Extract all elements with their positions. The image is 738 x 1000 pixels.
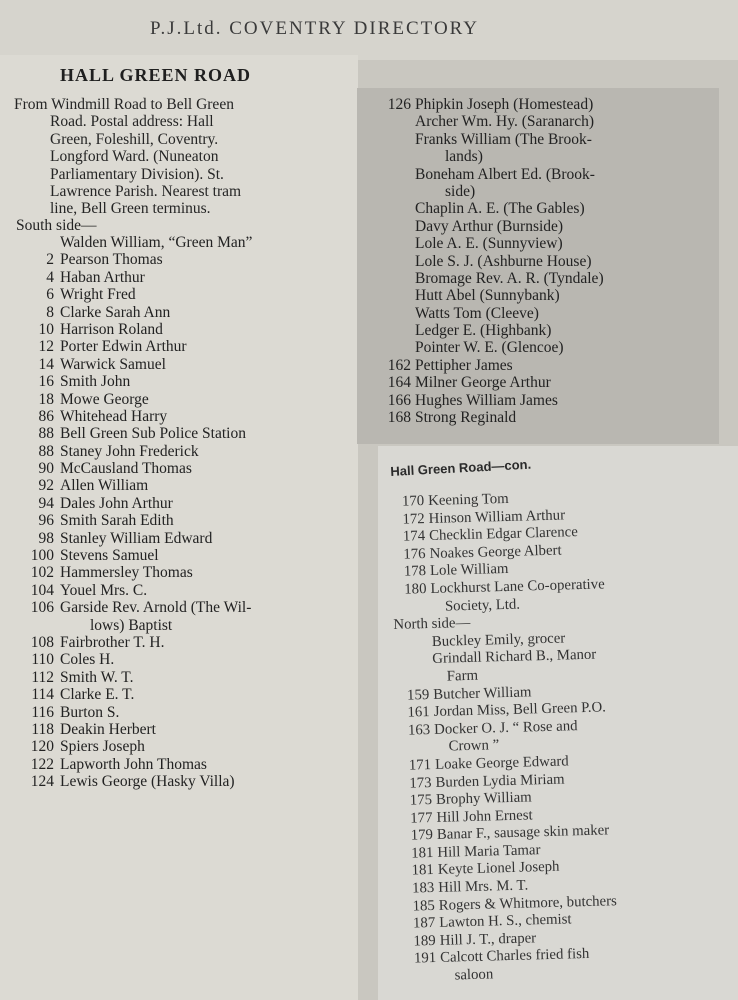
directory-entry — [10, 373, 350, 390]
house-number: 110 — [31, 651, 54, 669]
directory-entry — [10, 564, 350, 581]
intro-line: Longford Ward. (Nuneaton — [50, 148, 219, 166]
directory-entry — [10, 495, 350, 512]
resident-name: Clarke E. T. — [60, 686, 135, 704]
directory-entry — [10, 599, 350, 616]
resident-name: Lewis George (Hasky Villa) — [60, 773, 235, 791]
house-number: 88 — [38, 425, 54, 443]
directory-entry — [375, 374, 715, 391]
house-number: 181 — [411, 844, 434, 862]
resident-name: Lapworth John Thomas — [60, 755, 207, 773]
resident-name: Stanley William Edward — [60, 529, 213, 547]
house-number: 191 — [413, 950, 437, 967]
house-number — [395, 669, 429, 670]
house-number: 178 — [403, 563, 427, 581]
house-number: 114 — [31, 686, 54, 704]
house-number: 124 — [30, 773, 54, 791]
resident-name: Butcher William — [433, 683, 532, 703]
house-number — [393, 599, 427, 600]
directory-entry — [10, 304, 350, 321]
directory-entry — [375, 339, 715, 356]
house-number — [394, 651, 428, 652]
house-number: 183 — [411, 880, 435, 897]
resident-name: Milner George Arthur — [415, 374, 551, 392]
directory-entry — [10, 686, 350, 703]
directory-entry — [10, 251, 350, 268]
house-number: 122 — [30, 755, 54, 773]
house-number: 189 — [413, 932, 436, 950]
directory-entry — [10, 356, 350, 373]
directory-entry — [375, 253, 715, 270]
resident-name: Warwick Samuel — [60, 355, 166, 373]
resident-name: Allen William — [60, 477, 149, 495]
resident-name: Staney John Frederick — [60, 442, 199, 460]
resident-name: Checklin Edgar Clarence — [428, 524, 579, 545]
resident-name: Phipkin Joseph (Homestead) — [415, 96, 594, 113]
resident-name: Archer Wm. Hy. (Saranarch) — [415, 113, 595, 131]
resident-name: Strong Reginald — [415, 409, 517, 427]
resident-name: Youel Mrs. C. — [60, 581, 148, 599]
resident-name: Harrison Roland — [60, 320, 163, 338]
resident-name: Franks William (The Brook- — [415, 130, 592, 148]
directory-entry — [375, 183, 715, 200]
resident-name: Smith W. T. — [60, 668, 134, 686]
directory-entry — [10, 460, 350, 477]
directory-entry — [10, 547, 350, 564]
house-number: 173 — [409, 774, 432, 792]
directory-entry — [375, 235, 715, 252]
resident-name: Lole A. E. (Sunnyview) — [415, 235, 563, 253]
resident-name: Bell Green Sub Police Station — [60, 425, 246, 443]
house-number: 10 — [38, 320, 54, 338]
house-number: 106 — [30, 599, 54, 617]
continued-heading: Hall Green Road—con. — [390, 456, 532, 479]
directory-entry — [10, 338, 350, 355]
resident-name: Keyte Lionel Joseph — [437, 859, 560, 879]
resident-name: Dales John Arthur — [60, 494, 173, 512]
directory-entry — [375, 322, 715, 339]
intro-line: line, Bell Green terminus. — [50, 200, 211, 218]
directory-entry — [375, 287, 715, 304]
directory-entry — [375, 270, 715, 287]
house-number: 94 — [38, 494, 54, 512]
resident-name: Walden William, “Green Man” — [60, 234, 253, 251]
resident-name: Hill Mrs. M. T. — [438, 877, 529, 896]
street-heading: HALL GREEN ROAD — [60, 65, 252, 85]
right-top-entry-list — [375, 96, 715, 426]
house-number: 170 — [401, 493, 425, 510]
house-number: 86 — [38, 407, 54, 425]
house-number: 176 — [403, 545, 426, 563]
resident-name: Hinson William Arthur — [428, 507, 566, 527]
resident-name: Boneham Albert Ed. (Brook- — [415, 165, 595, 183]
directory-entry — [10, 669, 350, 686]
resident-name: Smith John — [60, 373, 131, 391]
house-number: 18 — [38, 390, 54, 408]
resident-name: Grindall Richard B., Manor — [432, 647, 597, 668]
resident-name: Crown ” — [448, 737, 500, 755]
left-entry-list — [10, 234, 350, 791]
resident-name: Stevens Samuel — [60, 547, 159, 565]
resident-name: Jordan Miss, Bell Green P.O. — [433, 699, 607, 721]
resident-name: Banar F., sausage skin maker — [436, 822, 610, 844]
directory-entry — [375, 357, 715, 374]
house-number: 181 — [411, 862, 435, 880]
resident-name: Pointer W. E. (Glencoe) — [415, 339, 564, 357]
house-number: 161 — [407, 704, 430, 721]
resident-name: Smith Sarah Edith — [60, 512, 174, 530]
resident-name: saloon — [454, 966, 494, 984]
directory-entry — [10, 321, 350, 338]
resident-name: Calcott Charles fried fish — [439, 946, 590, 967]
directory-entry — [10, 477, 350, 494]
resident-name: Society, Ltd. — [444, 596, 521, 615]
intro-line: Lawrence Parish. Nearest tram — [50, 183, 242, 201]
house-number: 14 — [38, 355, 54, 373]
directory-entry — [375, 131, 715, 148]
resident-name: Fairbrother T. H. — [60, 633, 165, 651]
directory-entry — [10, 773, 350, 790]
resident-name: Rogers & Whitmore, butchers — [438, 892, 618, 914]
resident-name: Farm — [446, 667, 479, 685]
resident-name: Wright Fred — [60, 286, 136, 304]
house-number: 187 — [412, 915, 436, 932]
resident-name: Davy Arthur (Burnside) — [415, 217, 564, 235]
directory-entry — [10, 756, 350, 773]
house-number: 168 — [387, 409, 411, 427]
house-number: 175 — [409, 792, 433, 809]
resident-name: Lockhurst Lane Co-operative — [430, 576, 605, 597]
resident-name: Hutt Abel (Sunnybank) — [415, 287, 560, 305]
directory-entry — [10, 582, 350, 599]
house-number: 92 — [38, 477, 54, 495]
resident-name: Pearson Thomas — [60, 251, 163, 269]
house-number: 159 — [406, 686, 430, 704]
directory-entry — [375, 200, 715, 217]
directory-entry — [10, 286, 350, 303]
resident-name: Clarke Sarah Ann — [60, 303, 171, 321]
right-bottom-entry-list — [390, 486, 713, 987]
resident-name: Deakin Herbert — [60, 720, 156, 738]
resident-name: Docker O. J. “ Rose and — [433, 717, 578, 738]
resident-name: Hammersley Thomas — [60, 564, 193, 582]
page-header — [0, 0, 738, 60]
house-number: 16 — [38, 373, 54, 391]
house-number: 100 — [30, 547, 54, 565]
directory-entry — [10, 704, 350, 721]
resident-name: Buckley Emily, grocer — [431, 630, 566, 650]
resident-name: lands) — [445, 148, 483, 166]
resident-name: Hill John Ernest — [436, 807, 533, 826]
resident-name: side) — [445, 182, 476, 200]
directory-entry — [375, 113, 715, 130]
house-number: 112 — [31, 668, 54, 686]
resident-name: Bromage Rev. A. R. (Tyndale) — [415, 269, 604, 287]
resident-name: Ledger E. (Highbank) — [415, 322, 552, 340]
right-bottom-wrap — [390, 486, 713, 987]
directory-entry — [10, 651, 350, 668]
resident-name: Hill J. T., draper — [439, 930, 537, 949]
house-number: 108 — [30, 633, 54, 651]
house-number: 4 — [46, 268, 54, 286]
house-number: 174 — [402, 528, 426, 545]
directory-entry — [375, 96, 715, 113]
directory-entry — [10, 408, 350, 425]
directory-entry — [10, 617, 350, 634]
house-number: 185 — [412, 897, 435, 915]
house-number: 162 — [387, 356, 411, 374]
house-number — [394, 634, 428, 635]
resident-name: Haban Arthur — [60, 268, 145, 286]
resident-name: Lole S. J. (Ashburne House) — [415, 252, 592, 270]
house-number: 90 — [38, 460, 54, 478]
resident-name: Burton S. — [60, 703, 120, 721]
resident-name: Noakes George Albert — [429, 542, 562, 562]
directory-entry — [10, 721, 350, 738]
resident-name: Loake George Edward — [434, 753, 569, 773]
house-number: 102 — [30, 564, 54, 582]
directory-entry — [375, 305, 715, 322]
resident-name: lows) Baptist — [90, 616, 173, 634]
intro-line: Parliamentary Division). St. — [50, 165, 224, 183]
house-number: 126 — [387, 96, 411, 113]
resident-name: Mowe George — [60, 390, 149, 408]
house-number: 6 — [46, 286, 54, 304]
house-number — [402, 968, 436, 969]
house-number: 12 — [38, 338, 54, 356]
house-number: 179 — [410, 827, 434, 844]
directory-entry — [375, 392, 715, 409]
resident-name: Garside Rev. Arnold (The Wil- — [60, 599, 252, 617]
directory-entry — [10, 391, 350, 408]
house-number: 118 — [31, 720, 54, 738]
house-number: 164 — [387, 374, 411, 392]
south-side-label: South side— — [16, 217, 97, 234]
resident-name: Pettipher James — [415, 356, 513, 374]
house-number — [396, 739, 430, 740]
house-number: 166 — [387, 391, 411, 409]
house-number: 88 — [38, 442, 54, 460]
resident-name: Chaplin A. E. (The Gables) — [415, 200, 585, 218]
resident-name: Whitehead Harry — [60, 407, 168, 425]
house-number: 104 — [30, 581, 54, 599]
house-number: 171 — [408, 756, 432, 774]
resident-name: Keening Tom — [427, 490, 509, 509]
house-number: 180 — [404, 581, 427, 598]
running-head: P.J.Ltd. COVENTRY DIRECTORY — [150, 18, 480, 39]
resident-name: Burden Lydia Miriam — [435, 771, 565, 791]
resident-name: Brophy William — [435, 789, 532, 808]
house-number: 96 — [38, 512, 54, 530]
directory-entry — [10, 443, 350, 460]
resident-name: Spiers Joseph — [60, 738, 145, 756]
resident-name: Hill Maria Tamar — [437, 842, 541, 861]
directory-entry — [10, 269, 350, 286]
resident-name: Porter Edwin Arthur — [60, 338, 187, 356]
directory-entry — [375, 166, 715, 183]
street-description — [14, 96, 330, 218]
house-number: 8 — [46, 303, 54, 321]
house-number: 116 — [31, 703, 54, 721]
intro-line: From Windmill Road to Bell Green — [14, 96, 234, 113]
directory-entry — [10, 530, 350, 547]
resident-name: Hughes William James — [415, 391, 558, 409]
house-number: 120 — [30, 738, 54, 756]
resident-name: Coles H. — [60, 651, 115, 669]
directory-entry — [10, 738, 350, 755]
house-number: 172 — [402, 510, 425, 528]
directory-entry — [375, 409, 715, 426]
directory-entry — [375, 218, 715, 235]
directory-entry — [10, 634, 350, 651]
directory-entry — [375, 148, 715, 165]
house-number: 177 — [410, 809, 433, 827]
directory-entry — [10, 234, 350, 251]
house-number: 2 — [46, 251, 54, 269]
house-number: 163 — [407, 721, 431, 739]
directory-entry — [10, 512, 350, 529]
intro-line: Green, Foleshill, Coventry. — [50, 130, 219, 148]
resident-name: Watts Tom (Cleeve) — [415, 304, 539, 322]
house-number: 98 — [38, 529, 54, 547]
directory-entry — [10, 425, 350, 442]
resident-name: McCausland Thomas — [60, 460, 192, 478]
side-label: North side— — [393, 615, 471, 634]
resident-name: Lole William — [429, 561, 509, 580]
intro-line: Road. Postal address: Hall — [50, 113, 214, 131]
resident-name: Lawton H. S., chemist — [439, 911, 572, 932]
